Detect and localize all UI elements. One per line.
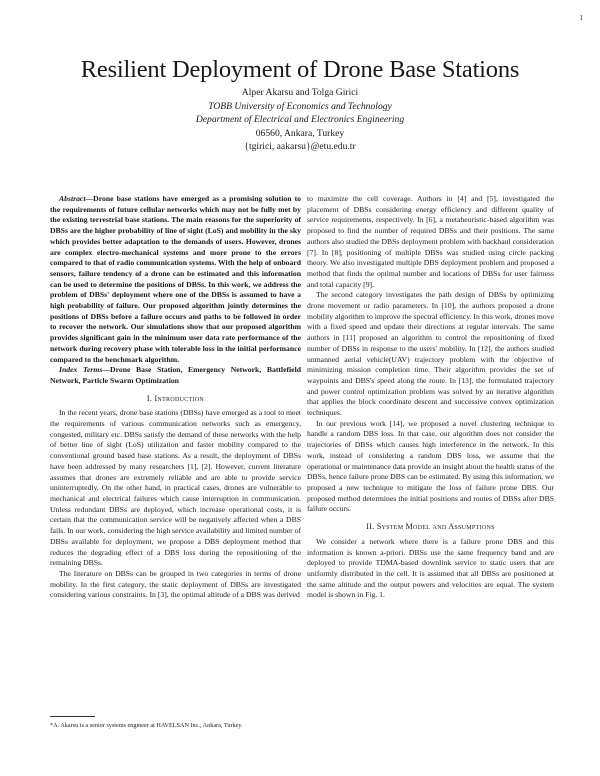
abstract-text: —Drone base stations have emerged as a promising solution to the requirements of future cellular networks which may not be fully met by the existing terrestrial base stations. The main reasons for the superiority of DBSs are the higher probability of line of sight (LoS) and mobility in the sky which provides better adaptation to the demands of users. However, drones are complex electro-mechanical systems and more prone to the errors compared to that of radio communication systems. With the help of onboard sensors, failure tendency of a drone can be estimated and this information can be used to determine the positions of DBSs. In this work, we address the problem of DBSs' deployment where one of the DBSs is assumed to have a high probability of failure. Our proposed algorithm jointly determines the positions of DBSs before a failure occurs and paths to be followed in order to recover the network. Our simulations show that our proposed algorithm provides significant gain in the minimum user data rate performance of the network during recovery phase with tolerable loss in the initial performance compared to the benchmark algorithm. (50, 194, 301, 364)
right-paragraph-3: In our previous work [14], we proposed a novel clustering technique to handle a random DBS loss. In that case, our algorithm does not consider the trajectories of DBSs which causes high interference in the network. In this work, instead of considering a random DBS loss, we assume that the operational or maintenance data provide an insight about the health status of the DBSs, hence failure prone DBS can be estimated. By using this information, we proposed a new technique to mitigate the loss of failure prone DBS. Our proposed method determines the initial positions and routes of DBSs after DBS failure occurs. (307, 418, 554, 514)
author-names: Alper Akarsu and Tolga Girici (241, 87, 359, 98)
paper-title: Resilient Deployment of Drone Base Stations (80, 56, 520, 83)
author-university: TOBB University of Economics and Technology (208, 100, 392, 112)
index-terms-label: Index Terms (59, 365, 103, 375)
right-paragraph-2: The second category investigates the path design of DBSs by optimizing drone movement or radio parameters. In [10], the authors proposed a drone mobility algorithm to improve the spectral efficiency. In this work, drones move with a fixed speed and update their directions at regular intervals. The same authors in [11] proposed an algorithm to control the repositioning of fixed number of DBSs in response to the users' mobility. In [12], the authors studied unmanned aerial vehicle(UAV) trajectory problem with the objective of minimizing mission completion time. Their algorithm provides the set of waypoints and DBS's speed along the route. In [13], the formulated trajectory and power control optimization problem was solved by an iterative algorithm that applies the block coordinate descent and successive convex optimization techniques. (307, 290, 554, 418)
footnote-rule (50, 716, 95, 717)
author-emails: {tgirici, aakarsu}@etu.edu.tr (244, 141, 356, 153)
right-paragraph-1: to maximize the cell coverage. Authors in [4] and [5], investigated the placement of DBSs considering energy efficiency and different quality of service requirements, respectively. In [6], a metaheuristic-based algorithm was proposed to find the number of required DBSs and their positions. The same authors also studied the DBSs deployment problem with backhaul consideration [7]. In [8], positioning of multiple DBSs was studied using circle packing theory. We also investigated multiple DBS deployment problem and proposed a method that finds the optimal number and locations of DBSs for user fairness and total capacity [9]. (307, 194, 554, 289)
author-department: Department of Electrical and Electronics Engineering (195, 114, 405, 126)
left-column (50, 194, 301, 601)
intro-paragraph-2: The literature on DBSs can be grouped in two categories in terms of drone mobility. In the first category, the static deployment of DBSs are investigated considering various constraints. In [3], the optimal altitude of a DBS was derived (50, 568, 301, 600)
section-heading-introduction: I. Introduction (146, 393, 205, 403)
section-heading-system-model: II. System Model and Assumptions (366, 522, 495, 532)
author-address: 06560, Ankara, Turkey (255, 127, 345, 139)
abstract (50, 194, 301, 365)
index-terms-text: —Drone Base Station, Emergency Network, Battlefield Network, Particle Swarm Optimization (50, 365, 302, 385)
footnote: *A. Akarsu is a senior systems engineer at HAVELSAN Inc., Ankara, Turkey. (50, 722, 243, 729)
page-number: 1 (579, 14, 583, 22)
right-column (307, 194, 554, 601)
author-block (0, 86, 600, 154)
index-terms (50, 365, 301, 386)
system-model-paragraph-1: We consider a network where there is a failure prone DBS and this information is known a-priori. DBSs use the same frequency band and are deployed to provide TDMA-based downlink service to static users that are uniformly distributed in the cell. It is assumed that all DBSs are positioned at the same altitude and the output powers and velocities are equal. The system model is shown in Fig. 1. (307, 536, 554, 600)
abstract-label: Abstract (59, 194, 86, 203)
intro-paragraph-1: In the recent years, drone base stations (DBSs) have emerged as a tool to meet the requirements of various communication networks such as emergency, congested, military etc. DBSs satisfy the demand of these networks with the help of better line of sight (LoS) utilization and faster mobility compared to the conventional ground based base stations. As a result, the deployment of DBSs have been addressed by many researchers [1], [2]. However, current literature assumes that drones are extremely reliable and are able to provide service uninterruptedly. On the other hand, in practical cases, drones are vulnerable to mechanical and electrical failures which cause interruption in communication. Unless redundant DBSs are deployed, which increase operational costs, it is certain that the communication service will be negatively affected when a DBS fails. In our work, considering the high service availability and limited number of DBSs available for deployment, we propose a DBS deployment method that reduces the degrading effect of a DBS loss during the repositioning of the remaining DBSs. (50, 408, 301, 568)
